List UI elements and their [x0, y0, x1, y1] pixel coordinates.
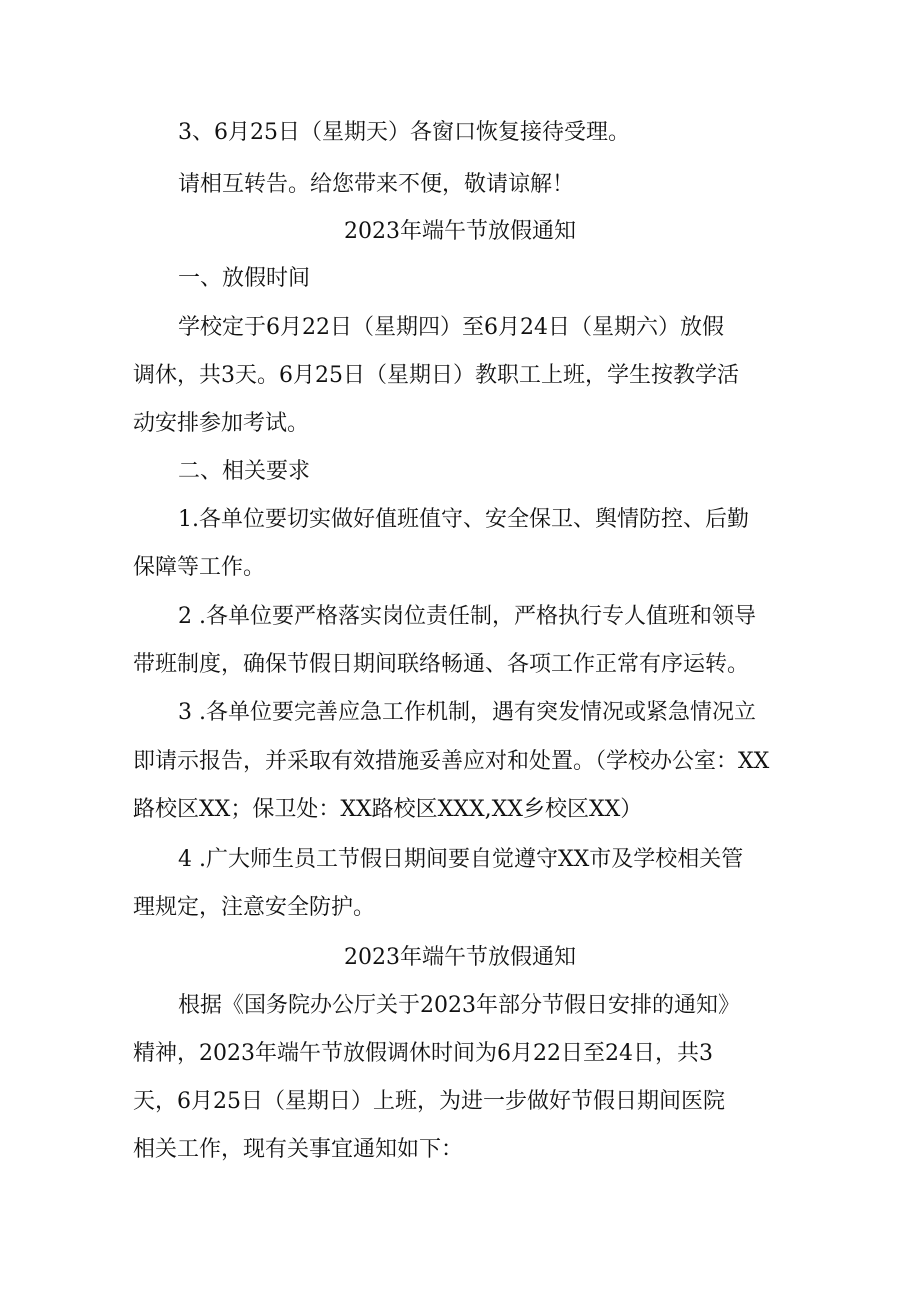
- paragraph-line: 动安排参加考试。: [133, 411, 310, 436]
- paragraph-line: 3 .各单位要完善应急工作机制，遇有突发情况或紧急情况立: [178, 700, 756, 725]
- paragraph-line: 调休，共3天。6月25日（星期日）教职工上班，学生按教学活: [133, 363, 739, 388]
- paragraph-line: 保障等工作。: [133, 555, 266, 580]
- paragraph-line: 相关工作，现有关事宜通知如下：: [133, 1137, 464, 1162]
- paragraph-line: 天，6月25日（星期日）上班，为进一步做好节假日期间医院: [133, 1089, 725, 1114]
- paragraph-line: 4 .广大师生员工节假日期间要自觉遵守XX市及学校相关管: [178, 847, 744, 872]
- paragraph-line: 带班制度，确保节假日期间联络畅通、各项工作正常有序运转。: [133, 652, 750, 677]
- section-heading: 二、相关要求: [178, 459, 311, 484]
- section-heading: 一、放假时间: [178, 266, 311, 291]
- paragraph-line: 即请示报告，并采取有效措施妥善应对和处置。（学校办公室：XX: [133, 749, 770, 774]
- paragraph-line: 精神，2023年端午节放假调休时间为6月22日至24日，共3: [133, 1041, 713, 1066]
- paragraph-line: 2 .各单位要严格落实岗位责任制，严格执行专人值班和领导: [178, 604, 756, 629]
- paragraph-line: 1.各单位要切实做好值班值守、安全保卫、舆情防控、后勤: [178, 507, 749, 532]
- paragraph-line: 理规定，注意安全防护。: [133, 895, 376, 920]
- paragraph-line: 路校区XX；保卫处：XX路校区XXX,XX乡校区XX）: [133, 797, 643, 822]
- section-title: 2023年端午节放假通知: [344, 945, 576, 970]
- section-title: 2023年端午节放假通知: [344, 219, 576, 244]
- paragraph-line: 根据《国务院办公厅关于2023年部分节假日安排的通知》: [178, 993, 740, 1018]
- paragraph-line: 学校定于6月22日（星期四）至6月24日（星期六）放假: [178, 315, 724, 340]
- paragraph-line: 3、6月25日（星期天）各窗口恢复接待受理。: [178, 120, 630, 145]
- paragraph-line: 请相互转告。给您带来不便，敬请谅解！: [178, 172, 575, 197]
